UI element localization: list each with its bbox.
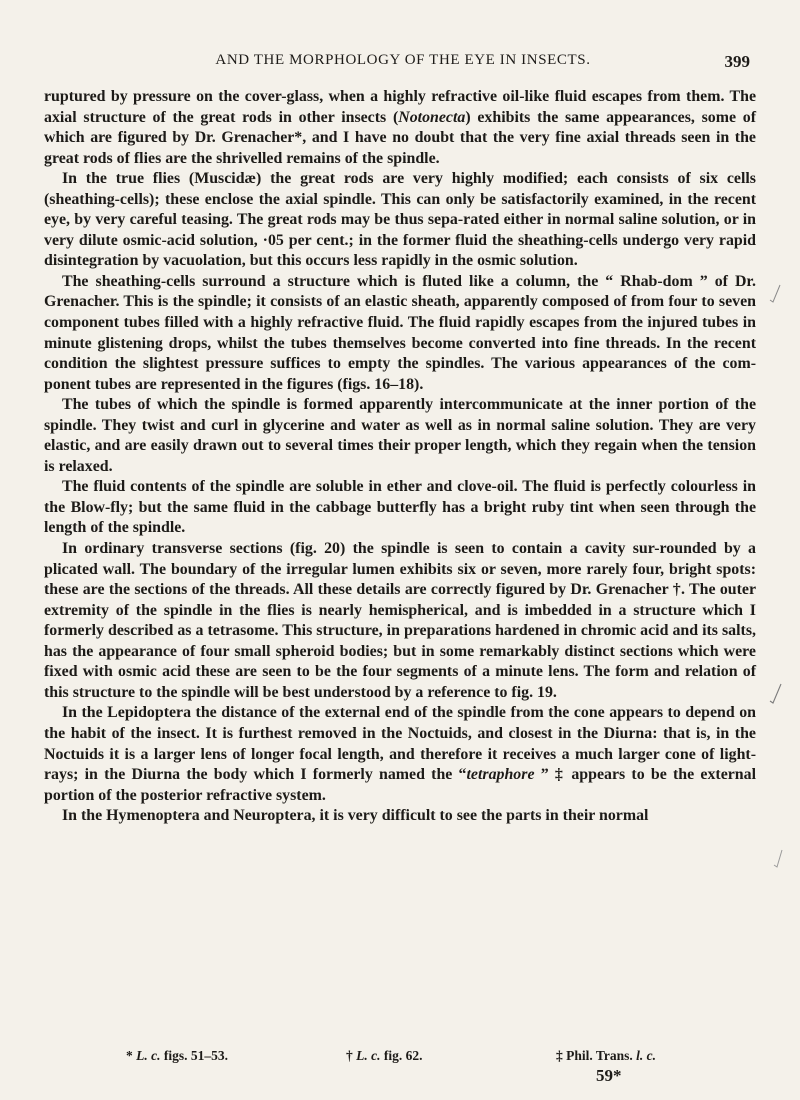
paragraph xyxy=(44,539,756,703)
text-run: figs. 51–53. xyxy=(160,1048,228,1063)
running-title: AND THE MORPHOLOGY OF THE EYE IN INSECTS. xyxy=(215,52,591,68)
italic-text: L. c. xyxy=(356,1048,381,1063)
paragraph xyxy=(44,477,756,539)
paragraph xyxy=(44,806,756,827)
text-run: ) exhibits the same appearances, some of which are figured by Dr. Grenacher*, and I have no doubt that the very fine axial threads seen in the great rods of flies are the shrivelled remains of the spindle. xyxy=(44,108,756,167)
pencil-tick-mark xyxy=(772,846,786,868)
body-text xyxy=(44,87,756,827)
text-run: ruptured by pressure on the cover-glass, when a highly refractive oil-like fluid escapes from them. The axial structure of the great rods in other insects ( xyxy=(44,88,756,126)
text-run: * xyxy=(126,1048,137,1063)
text-run: In the Lepidoptera the distance of the external end of the spindle from the cone appears to depend on the habit of the insect. It is furthest removed in the Noctuids, and closest in the Diurna: that is, in the Noctuids it is a larger lens of longer focal length, and therefore it receives a much larger cone of light-rays; in the Diurna the body which I formerly named the “ xyxy=(44,704,756,784)
paragraph xyxy=(44,272,756,395)
text-run: In the Hymenoptera and Neuroptera, it is very difficult to see the parts in their normal xyxy=(62,807,649,825)
footnotes xyxy=(44,1048,756,1068)
page-header xyxy=(56,52,750,78)
text-run: The sheathing-cells surround a structure which is fluted like a column, the “ Rhab-dom ” of Dr. Grenacher. This is the spindle; it consists of an elastic sheath, apparently composed of from four to seven component tubes filled with a highly refractive fluid. The fluid rapidly escapes from the injured tubes in minute glistening drops, whilst the tubes themselves become converted into fine threads. In the recent condition the slightest pressure suffices to empty the spindles. The various appearances of the com-ponent tubes are represented in the figures (figs. 16–18). xyxy=(44,272,756,393)
paragraph xyxy=(44,703,756,806)
italic-text: L. c. xyxy=(136,1048,161,1063)
signature-mark: 59* xyxy=(596,1066,622,1085)
paragraph xyxy=(44,87,756,169)
paragraph xyxy=(44,395,756,477)
pencil-tick-mark xyxy=(768,282,782,304)
footnote xyxy=(126,1048,228,1064)
pencil-tick-mark xyxy=(769,682,783,704)
italic-text: tetraphore xyxy=(466,766,535,784)
text-run: In ordinary transverse sections (fig. 20) the spindle is seen to contain a cavity sur-rounded by a plicated wall. The boundary of the irregular lumen exhibits six or seven, more rarely four, bright spots: these are the sections of the threads. All these details are correctly figured by Dr. Grenacher †. The outer extremity of the spindle in the flies is nearly hemispherical, and is imbedded in a structure which I formerly described as a tetrasome. This structure, in preparations hardened in chromic acid and its salts, has the appearance of four small spheroid bodies; but in some remarkably distinct sections which were fixed with osmic acid these are seen to be the four segments of a minute lens. The form and relation of this structure to the spindle will be best understood by a reference to fig. 19. xyxy=(44,540,756,701)
text-run: The tubes of which the spindle is formed apparently intercommunicate at the inner portion of the spindle. They twist and curl in glycerine and water as well as in normal saline solution. They are very elastic, and are easily drawn out to several times their proper length, which they regain when the tension is relaxed. xyxy=(44,396,756,475)
page-number: 399 xyxy=(724,52,750,71)
footnote xyxy=(556,1048,656,1064)
footnote xyxy=(346,1048,423,1064)
text-run: The fluid contents of the spindle are soluble in ether and clove-oil. The fluid is perfectly colourless in the Blow-fly; but the same fluid in the cabbage butterfly has a bright ruby tint when seen through the length of the spindle. xyxy=(44,478,756,537)
text-run: ” ‡ appears to be the external portion of the posterior refractive system. xyxy=(44,766,756,804)
paragraph xyxy=(44,169,756,272)
text-run: ‡ Phil. Trans. xyxy=(556,1048,637,1063)
text-run: In the true flies (Muscidæ) the great rods are very highly modified; each consists of six cells (sheathing-cells); these enclose the axial spindle. This can only be satisfactorily examined, in the recent eye, by very careful teasing. The great rods may be thus sepa-rated either in normal saline solution, or in very dilute osmic-acid solution, ·05 per cent.; in the former fluid the sheathing-cells undergo very rapid disintegration by vacuolation, but this occurs less rapidly in the osmic solution. xyxy=(44,170,756,270)
text-run: † xyxy=(346,1048,357,1063)
text-run: fig. 62. xyxy=(380,1048,423,1063)
italic-text: Notonecta xyxy=(398,108,466,126)
italic-text: l. c. xyxy=(636,1048,657,1063)
